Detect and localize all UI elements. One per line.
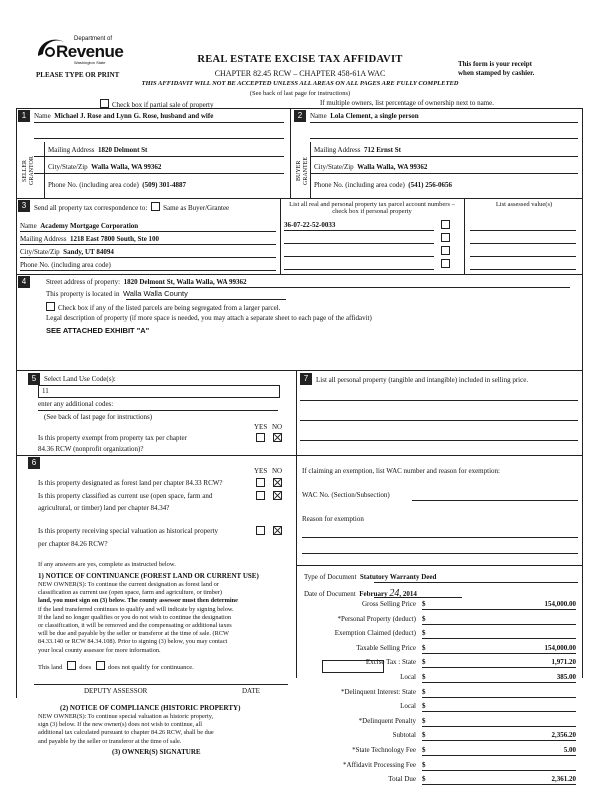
seller-side-label: SELLER GRANTOR	[22, 156, 35, 186]
tax-row-dollar: $	[422, 687, 426, 696]
divider	[16, 198, 582, 199]
buyer-phone-field[interactable]: (541) 256-0656	[408, 181, 453, 189]
divider	[20, 244, 276, 245]
divider	[302, 553, 578, 554]
tax-row-line	[422, 697, 576, 698]
tax-row-label: Taxable Selling Price	[356, 643, 416, 652]
legal-description-field[interactable]: SEE ATTACHED EXHIBIT "A"	[46, 326, 150, 335]
tax-row-label: Exemption Claimed (deduct)	[334, 629, 416, 638]
divider	[310, 138, 578, 139]
tax-row-line	[422, 624, 576, 625]
tax-row-value[interactable]: 1,971.20	[551, 658, 576, 667]
buyer-city-row	[314, 163, 427, 171]
divider	[464, 198, 465, 274]
s5-no-header: NO	[272, 423, 283, 431]
notice-1-line: classification as current use (open space, farm and agriculture, or timber)	[38, 589, 222, 597]
divider	[310, 122, 578, 123]
doc-date-label: Date of Document	[304, 590, 356, 598]
tax-row-dollar: $	[422, 716, 426, 725]
exempt-question-1: Is this property exempt from property tax per chapter	[38, 434, 187, 442]
forest-question: Is this property designated as forest land per chapter 84.33 RCW?	[38, 479, 223, 487]
does-qualify-checkbox[interactable]	[67, 661, 76, 670]
tax-row-line	[422, 653, 576, 654]
divider	[284, 230, 434, 231]
divider	[34, 156, 284, 157]
tax-row-label: Total Due	[388, 775, 416, 784]
buyer-name-row	[310, 112, 419, 120]
deputy-assessor-label: DEPUTY ASSESSOR	[84, 687, 148, 695]
divider	[284, 269, 434, 270]
s5-yes-header: YES	[254, 423, 268, 431]
divider	[374, 597, 462, 598]
doc-type-field[interactable]: Statutory Warranty Deed	[359, 573, 437, 581]
does-label: does	[79, 664, 92, 671]
tax-row-value[interactable]: 154,000.00	[544, 600, 576, 608]
exemption-label: If claiming an exemption, list WAC number and reason for exemption:	[302, 467, 500, 475]
tax-row-value[interactable]: 385.00	[556, 673, 576, 681]
seller-phone-row	[48, 181, 186, 189]
divider	[34, 684, 288, 685]
parcel-heading: List all real and personal property tax parcel account numbers – check box if personal property	[289, 201, 455, 216]
notice-2-body	[38, 713, 294, 746]
wac-label: WAC No. (Section/Subsection)	[302, 491, 390, 499]
notice-1-line: will be due and payable by the seller or transferor at the time of sale. (RCW	[38, 630, 229, 638]
personal-property-checkbox-2[interactable]	[441, 233, 450, 242]
buyer-address-field[interactable]: 712 Ernst St	[363, 146, 401, 154]
tax-row-line	[422, 740, 576, 741]
logo-word: Revenue	[56, 42, 124, 61]
divider	[296, 455, 582, 456]
current-use-question-2: agricultural, or timber) land per chapter 84.34?	[38, 504, 170, 512]
historic-yes-checkbox[interactable]	[256, 526, 265, 535]
divider	[470, 256, 576, 257]
divider	[44, 142, 45, 198]
partial-sale-checkbox[interactable]	[100, 99, 109, 108]
tax-row-line	[422, 726, 576, 727]
tax-row-label: Local	[400, 702, 416, 711]
seller-phone-field[interactable]: (509) 301-4887	[142, 181, 187, 189]
street-row	[46, 278, 246, 286]
seller-city-field[interactable]: Walla Walla, WA 99362	[91, 163, 162, 171]
divider	[20, 257, 276, 258]
s3-address-row	[20, 235, 159, 243]
buyer-side-label: BUYER GRANTEE	[296, 157, 309, 185]
doc-type-row	[304, 573, 436, 581]
tax-row-label: Excise Tax : State	[365, 658, 416, 667]
divider	[20, 231, 276, 232]
s3-address-label: Mailing Address	[20, 235, 67, 243]
notice-1-line: land, you must sign on (3) below. The county assessor must then determine	[38, 597, 238, 605]
logo-sub: Washington State	[74, 60, 106, 65]
divider	[582, 108, 583, 678]
s3-city-field[interactable]: Sandy, UT 84094	[63, 248, 114, 256]
form-chapter: CHAPTER 82.45 RCW – CHAPTER 458-61A WAC	[214, 69, 386, 78]
buyer-address-label: Mailing Address	[314, 146, 361, 154]
section-7-number: 7	[300, 373, 312, 385]
correspondence-heading	[34, 202, 229, 212]
same-as-buyer-label: Same as Buyer/Grantee	[163, 204, 230, 212]
tax-row-line	[422, 770, 576, 771]
tax-row-dollar: $	[422, 673, 426, 681]
tax-row-dollar: $	[422, 643, 426, 652]
personal-property-checkbox-4[interactable]	[441, 259, 450, 268]
assessed-heading: List assessed value(s)	[495, 201, 553, 208]
notice-1-line: If the land no longer qualifies or you do not wish to continue the designation	[38, 613, 232, 621]
receipt-note-1: This form is your receipt	[458, 60, 533, 68]
notice-2-line: NEW OWNER(S): To continue special valuation as historic property,	[38, 713, 214, 720]
doc-date-day[interactable]: 24	[389, 588, 400, 599]
tax-row-label: Subtotal	[392, 731, 416, 740]
does-not-qualify-checkbox[interactable]	[96, 661, 105, 670]
tax-row-value[interactable]: 2,361.20	[551, 775, 576, 784]
notice-1-line: if the land transferred continues to qualify and will indicate by signing below.	[38, 605, 234, 613]
notice-1-line: your local county assessor for more information.	[38, 646, 161, 654]
divider	[150, 287, 570, 288]
divider	[300, 400, 578, 401]
this-land-label: This land	[38, 664, 63, 671]
divider	[296, 565, 582, 566]
notice-1-line: or classification, it will be removed and the compensating or additional taxes	[38, 622, 232, 630]
divider	[412, 500, 578, 501]
seller-address-row	[48, 146, 147, 154]
land-use-code-field[interactable]	[38, 385, 280, 398]
s3-city-label: City/State/Zip	[20, 248, 60, 256]
personal-property-checkbox-3[interactable]	[441, 246, 450, 255]
tax-row-line	[422, 682, 576, 683]
doc-date-month[interactable]: February	[359, 590, 388, 598]
s3-city-row	[20, 248, 114, 256]
form-title: REAL ESTATE EXCISE TAX AFFIDAVIT	[197, 54, 403, 65]
s3-name-field[interactable]: Academy Mortgage Corporation	[40, 222, 139, 230]
divider	[302, 537, 578, 538]
divider	[16, 274, 582, 275]
tax-row-value[interactable]: 5.00	[563, 746, 576, 754]
segregated-checkbox[interactable]	[46, 302, 55, 311]
divider	[284, 243, 434, 244]
land-use-code-value: 11	[42, 387, 49, 395]
divider	[38, 410, 278, 411]
notice-2-line: and payable by the seller or transferor at the time of sale.	[38, 737, 182, 745]
notice-1-body	[38, 581, 294, 655]
buyer-city-label: City/State/Zip	[314, 163, 354, 171]
divider	[34, 138, 284, 139]
tax-row-dollar: $	[422, 614, 426, 623]
seller-name-label: Name	[34, 112, 51, 120]
s3-phone-label: Phone No. (including area code)	[20, 261, 111, 269]
divider	[470, 230, 576, 231]
owner-signature-title: (3) OWNER(S) SIGNATURE	[112, 748, 201, 756]
section-4-number: 4	[18, 276, 30, 288]
s3-name-label: Name	[20, 222, 37, 230]
buyer-phone-label: Phone No. (including area code)	[314, 181, 405, 189]
seller-phone-label: Phone No. (including area code)	[48, 181, 139, 189]
divider	[16, 108, 582, 109]
divider	[280, 198, 281, 274]
buyer-city-field[interactable]: Walla Walla, WA 99362	[357, 163, 428, 171]
doc-date-year[interactable]: , 2014	[399, 590, 417, 598]
buyer-phone-row	[314, 181, 452, 189]
buyer-name-field[interactable]: Lola Clement, a single person	[330, 112, 419, 120]
divider	[16, 370, 582, 371]
notice-1-line: NEW OWNER(S): To continue the current designation as forest land or	[38, 581, 219, 588]
reason-label: Reason for exemption	[302, 515, 364, 523]
tax-row-dollar: $	[422, 658, 426, 667]
tax-row-value[interactable]: 154,000.00	[544, 643, 576, 652]
tax-row-label: *Personal Property (deduct)	[337, 614, 416, 623]
current-use-no-checkbox[interactable]	[273, 491, 282, 500]
forest-yes-checkbox[interactable]	[256, 478, 265, 487]
notice-1-line: 84.33.140 or RCW 84.34.108). Prior to signing (3) below, you may contact	[38, 638, 228, 646]
additional-codes-label: enter any additional codes:	[38, 400, 114, 408]
same-as-buyer-checkbox[interactable]	[151, 202, 160, 211]
tax-row-label: Gross Selling Price	[361, 600, 416, 608]
parcel-number-1[interactable]: 36-07-22-52-0033	[284, 221, 336, 229]
tax-row-dollar: $	[422, 629, 426, 638]
exempt-no-checkbox[interactable]	[273, 433, 282, 442]
does-not-label: does not qualify for continuance.	[108, 664, 194, 671]
tax-row-label: *Affidavit Processing Fee	[343, 760, 416, 769]
qualify-row	[38, 661, 194, 671]
tax-row-line	[422, 667, 576, 668]
s3-name-row	[20, 222, 138, 230]
historic-no-checkbox[interactable]	[273, 526, 282, 535]
tax-row-line	[422, 711, 576, 712]
notice-2-title: (2) NOTICE OF COMPLIANCE (HISTORIC PROPERTY)	[60, 704, 241, 712]
segregated-label: Check box if any of the listed parcels are being segregated from a larger parcel.	[58, 304, 281, 312]
tax-row-line	[422, 638, 576, 639]
receipt-note-2: when stamped by cashier.	[458, 69, 535, 77]
local-code-box[interactable]	[322, 660, 384, 673]
divider	[16, 108, 17, 698]
s5-see-back: (See back of last page for instructions)	[44, 413, 153, 421]
land-use-label: Select Land Use Code(s):	[44, 375, 116, 383]
doc-type-label: Type of Document	[304, 573, 357, 581]
divider	[310, 173, 578, 174]
tax-row-dollar: $	[422, 775, 426, 784]
tax-row-label: *Delinquent Interest: State	[340, 687, 416, 696]
divider	[470, 269, 576, 270]
personal-property-heading: List all personal property (tangible and intangible) included in selling price.	[316, 376, 529, 384]
tax-row-dollar: $	[422, 746, 426, 754]
located-label: This property is located in	[46, 290, 120, 298]
divider	[310, 156, 578, 157]
personal-property-checkbox-1[interactable]	[441, 220, 450, 229]
tax-row-line	[422, 609, 576, 610]
street-label: Street address of property:	[46, 278, 121, 286]
divider	[16, 455, 296, 456]
forest-no-checkbox[interactable]	[273, 478, 282, 487]
seller-name-field[interactable]: Michael J. Rose and Lynn G. Rose, husband and wife	[54, 112, 214, 120]
notice-2-line: sign (3) below. If the new owner(s) does not wish to continue, all	[38, 721, 202, 729]
section-6-number: 6	[28, 457, 40, 469]
seller-city-label: City/State/Zip	[48, 163, 88, 171]
if-yes-note: If any answers are yes, complete as instructed below.	[38, 561, 176, 568]
s3-phone-row	[20, 261, 111, 269]
notice-1-title: 1) NOTICE OF CONTINUANCE (FOREST LAND OR CURRENT USE)	[38, 572, 259, 580]
see-back-header: (See back of last page for instructions)	[249, 90, 351, 97]
notice-2-line: additional tax calculated pursuant to chapter 84.26 RCW, shall be due	[38, 729, 214, 737]
divider	[284, 256, 434, 257]
tax-row-label: *Delinquent Penalty	[358, 716, 416, 725]
divider	[296, 370, 297, 678]
assessor-date-label: DATE	[242, 687, 260, 695]
dept-label: Department of	[74, 36, 113, 42]
s6-yes-header: YES	[254, 467, 268, 475]
seller-city-row	[48, 163, 161, 171]
divider	[300, 420, 578, 421]
buyer-address-row	[314, 146, 401, 154]
historic-question-1: Is this property receiving special valuation as historical property	[38, 527, 219, 535]
section-5-number: 5	[28, 373, 40, 385]
divider	[300, 440, 578, 441]
section-1-number: 1	[18, 110, 30, 122]
current-use-yes-checkbox[interactable]	[256, 491, 265, 500]
divider	[470, 243, 576, 244]
exempt-yes-checkbox[interactable]	[256, 433, 265, 442]
type-or-print: PLEASE TYPE OR PRINT	[36, 71, 120, 79]
tax-row-dollar: $	[422, 731, 426, 740]
buyer-name-label: Name	[310, 112, 327, 120]
located-row	[46, 290, 188, 299]
s3-address-field[interactable]: 1218 East 7800 South, Ste 100	[69, 235, 160, 243]
section-3-number: 3	[18, 200, 30, 212]
tax-row-line	[422, 755, 576, 756]
tax-row-dollar: $	[422, 760, 426, 769]
divider	[310, 142, 311, 198]
divider	[374, 582, 578, 583]
multiple-owners-note: If multiple owners, list percentage of ownership next to name.	[320, 99, 494, 107]
divider	[34, 122, 284, 123]
s6-no-header: NO	[272, 467, 283, 475]
tax-row-value[interactable]: 2,356.20	[551, 731, 576, 740]
seller-address-field[interactable]: 1820 Delmont St	[97, 146, 148, 154]
divider	[290, 108, 291, 198]
exempt-question-2: 84.36 RCW (nonprofit organization)?	[38, 445, 144, 453]
segregated-row	[46, 302, 280, 312]
divider	[34, 173, 284, 174]
divider	[126, 299, 286, 300]
historic-question-2: per chapter 84.26 RCW?	[38, 540, 108, 548]
tax-row-dollar: $	[422, 702, 426, 711]
located-field[interactable]: Walla Walla County	[122, 289, 188, 298]
legal-label: Legal description of property (if more space is needed, you may attach a separate sheet to each page of the affidavit)	[46, 314, 372, 322]
current-use-question-1: Is this property classified as current use (open space, farm and	[38, 492, 213, 500]
seller-address-label: Mailing Address	[48, 146, 95, 154]
street-field[interactable]: 1820 Delmont St, Walla Walla, WA 99362	[123, 278, 247, 286]
tax-row-dollar: $	[422, 600, 426, 608]
tax-row-label: *State Technology Fee	[352, 746, 416, 754]
revenue-logo	[34, 34, 124, 74]
divider	[20, 270, 276, 271]
seller-name-row	[34, 112, 213, 120]
partial-sale-label: Check box if partial sale of property	[112, 101, 214, 109]
section-2-number: 2	[294, 110, 306, 122]
correspondence-label: Send all property tax correspondence to:	[34, 204, 148, 212]
tax-row-label: Local	[400, 673, 416, 681]
form-warning: THIS AFFIDAVIT WILL NOT BE ACCEPTED UNLESS ALL AREAS ON ALL PAGES ARE FULLY COMPLETED	[141, 80, 459, 87]
